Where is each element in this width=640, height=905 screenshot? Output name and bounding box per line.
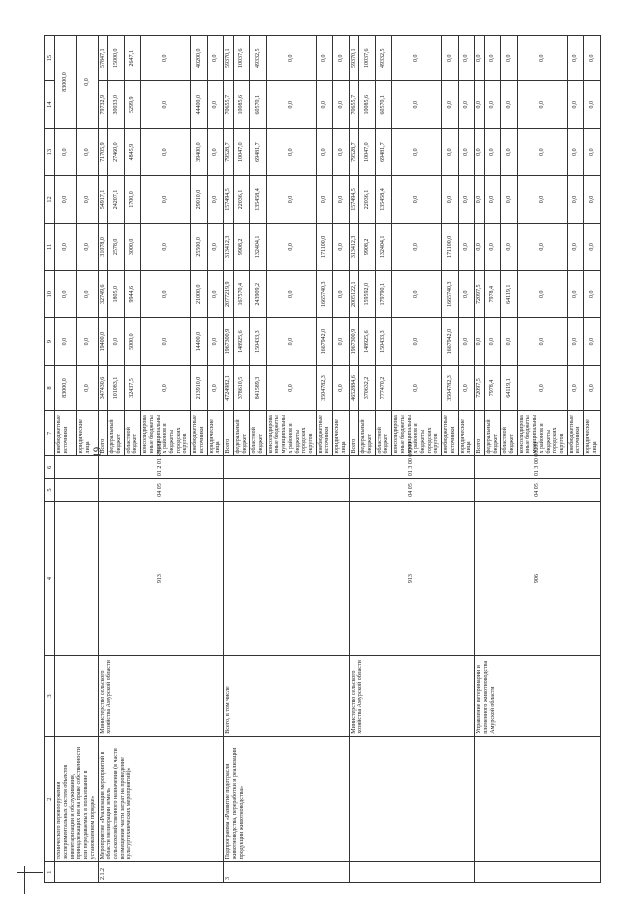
amount-cell: 0,0: [266, 36, 316, 81]
amount-cell: 10037,6: [359, 36, 375, 81]
amount-cell: 49332,5: [375, 36, 391, 81]
rotated-table-viewport: [44, 35, 598, 883]
amount-cell: 0,0: [266, 365, 316, 410]
amount-cell: 0,0: [458, 36, 474, 81]
amount-cell: 0,0: [392, 223, 442, 270]
target-code: 01 3 00 00000: [475, 456, 601, 479]
amount-cell: 0,0: [141, 176, 191, 223]
amount-cell: 0,0: [567, 271, 583, 318]
amount-cell: 0,0: [207, 128, 223, 175]
amount-cell: 72097,5: [475, 365, 485, 410]
amount-cell: 0,0: [207, 36, 223, 81]
column-header: 1: [45, 862, 55, 883]
funding-source: Всего: [475, 411, 485, 456]
item-name: Мероприятие «Реализация мероприятий в области мелиорации земель сельскохозяйственного назначения (в части возмещения части затрат на проведение культуртехнических мероприятий)»: [98, 736, 224, 862]
amount-cell: 0,0: [55, 271, 77, 318]
amount-cell: 0,0: [76, 318, 98, 365]
amount-cell: 157494,5: [224, 176, 234, 223]
funding-source: федеральный бюджет: [359, 411, 375, 456]
funding-source: юридические лица: [584, 411, 600, 456]
amount-cell: 0,0: [392, 271, 442, 318]
amount-cell: 72097,5: [475, 271, 485, 318]
executor: Управление ветеринарии и племенного животноводства Амурской области: [475, 656, 601, 736]
margin-mark: [24, 866, 43, 894]
amount-cell: 10085,6: [359, 81, 375, 128]
funding-source: Всего: [224, 411, 234, 456]
amount-cell: 0,0: [517, 176, 567, 223]
amount-cell: 0,0: [76, 36, 98, 129]
amount-cell: 0,0: [76, 128, 98, 175]
amount-cell: 4724982,1: [224, 365, 234, 410]
amount-cell: 0,0: [141, 36, 191, 81]
amount-cell: 0,0: [517, 365, 567, 410]
amount-cell: 0,0: [567, 223, 583, 270]
amount-cell: 9908,2: [233, 223, 249, 270]
amount-cell: 32749,6: [98, 271, 108, 318]
amount-cell: 0,0: [392, 318, 442, 365]
amount-cell: 135458,4: [375, 176, 391, 223]
amount-cell: 1805,0: [108, 271, 124, 318]
amount-cell: 7978,4: [484, 365, 500, 410]
amount-cell: 0,0: [333, 318, 349, 365]
amount-cell: 0,0: [442, 176, 458, 223]
amount-cell: 22036,1: [233, 176, 249, 223]
amount-cell: 0,0: [567, 128, 583, 175]
amount-cell: 0,0: [333, 365, 349, 410]
funding-source: консолидированные бюджеты муниципальных районов и бюджеты городских округов: [517, 411, 567, 456]
row-number: 3: [224, 862, 350, 883]
column-header: 2: [45, 736, 55, 862]
amount-cell: 0,0: [484, 318, 500, 365]
amount-cell: 25500,0: [191, 223, 207, 270]
table-body: [45, 36, 601, 883]
amount-cell: 0,0: [484, 223, 500, 270]
table-row: [55, 36, 77, 883]
amount-cell: 10047,0: [359, 128, 375, 175]
amount-cell: 79528,7: [349, 128, 359, 175]
amount-cell: 0,0: [475, 36, 485, 81]
funding-source: внебюджетные источники: [316, 411, 332, 456]
amount-cell: 10085,6: [233, 81, 249, 128]
amount-cell: 370632,2: [359, 365, 375, 410]
amount-cell: 157494,5: [349, 176, 359, 223]
amount-cell: 313412,3: [349, 223, 359, 270]
executor: [55, 656, 98, 736]
amount-cell: 57847,1: [98, 36, 108, 81]
amount-cell: 0,0: [501, 223, 517, 270]
column-header: 3: [45, 656, 55, 736]
row-number: [55, 862, 98, 883]
amount-cell: 83000,0: [55, 36, 77, 129]
column-header: 15: [45, 36, 55, 81]
amount-cell: 32437,5: [124, 365, 140, 410]
amount-cell: 0,0: [475, 176, 485, 223]
funding-source: внебюджетные источники: [567, 411, 583, 456]
section-code: 04 05: [98, 479, 224, 502]
column-header: 14: [45, 81, 55, 128]
amount-cell: 59370,1: [224, 36, 234, 81]
amount-cell: 0,0: [484, 176, 500, 223]
amount-cell: 0,0: [584, 223, 600, 270]
amount-cell: 0,0: [207, 365, 223, 410]
amount-cell: 2578,0: [108, 223, 124, 270]
amount-cell: 0,0: [517, 36, 567, 81]
amount-cell: 2647,1: [124, 36, 140, 81]
grbs-code: 913: [349, 501, 475, 656]
amount-cell: 0,0: [55, 318, 77, 365]
funding-source: областной бюджет: [250, 411, 266, 456]
amount-cell: 132404,1: [250, 223, 266, 270]
amount-cell: 3000,0: [124, 223, 140, 270]
row-number: [349, 862, 475, 883]
target-code: [224, 456, 350, 479]
amount-cell: 0,0: [484, 128, 500, 175]
amount-cell: 54917,1: [98, 176, 108, 223]
amount-cell: 135458,4: [250, 176, 266, 223]
amount-cell: 79528,7: [224, 128, 234, 175]
amount-cell: 179790,1: [375, 271, 391, 318]
amount-cell: 378610,5: [233, 365, 249, 410]
amount-cell: 0,0: [333, 176, 349, 223]
amount-cell: 0,0: [141, 365, 191, 410]
grbs-code: [224, 501, 350, 656]
amount-cell: 0,0: [584, 176, 600, 223]
amount-cell: 0,0: [584, 271, 600, 318]
amount-cell: 0,0: [207, 176, 223, 223]
amount-cell: 0,0: [333, 81, 349, 128]
amount-cell: 70655,7: [349, 81, 359, 128]
amount-cell: 0,0: [207, 81, 223, 128]
amount-cell: 69481,7: [375, 128, 391, 175]
amount-cell: 243909,2: [250, 271, 266, 318]
amount-cell: 0,0: [458, 223, 474, 270]
amount-cell: 0,0: [55, 223, 77, 270]
amount-cell: 0,0: [517, 271, 567, 318]
column-header: 5: [45, 479, 55, 502]
amount-cell: 15000,0: [108, 36, 124, 81]
amount-cell: 150433,3: [250, 318, 266, 365]
amount-cell: 0,0: [517, 81, 567, 128]
amount-cell: 14400,0: [191, 318, 207, 365]
header-row: [45, 36, 55, 883]
amount-cell: 0,0: [584, 128, 600, 175]
amount-cell: 3504782,3: [316, 365, 332, 410]
amount-cell: 777470,2: [375, 365, 391, 410]
amount-cell: 0,0: [316, 176, 332, 223]
amount-cell: 0,0: [484, 81, 500, 128]
amount-cell: 27460,0: [108, 128, 124, 175]
column-header: 11: [45, 223, 55, 270]
amount-cell: 30033,0: [108, 81, 124, 128]
amount-cell: 0,0: [517, 128, 567, 175]
amount-cell: 0,0: [392, 176, 442, 223]
amount-cell: 60570,1: [250, 81, 266, 128]
grbs-code: 906: [475, 501, 601, 656]
grbs-code: [55, 501, 98, 656]
amount-cell: 0,0: [266, 223, 316, 270]
amount-cell: 0,0: [458, 271, 474, 318]
amount-cell: 5299,9: [124, 81, 140, 128]
amount-cell: 0,0: [475, 81, 485, 128]
funding-source: областной бюджет: [501, 411, 517, 456]
item-name: [349, 736, 475, 862]
amount-cell: 1700,0: [124, 176, 140, 223]
amount-cell: 0,0: [316, 36, 332, 81]
amount-cell: 0,0: [266, 176, 316, 223]
section-code: [224, 479, 350, 502]
target-code: [55, 456, 98, 479]
amount-cell: 0,0: [76, 176, 98, 223]
amount-cell: 69481,7: [250, 128, 266, 175]
amount-cell: 0,0: [266, 81, 316, 128]
amount-cell: 0,0: [55, 128, 77, 175]
amount-cell: 39400,0: [191, 128, 207, 175]
amount-cell: 83000,0: [55, 365, 77, 410]
amount-cell: 159592,0: [359, 271, 375, 318]
amount-cell: 0,0: [458, 176, 474, 223]
amount-cell: 1667942,0: [442, 318, 458, 365]
amount-cell: 60570,1: [375, 81, 391, 128]
target-code: 01 2 01 R5682: [98, 456, 224, 479]
column-header: 6: [45, 456, 55, 479]
funding-source: юридические лица: [76, 411, 98, 456]
amount-cell: 4652884,6: [349, 365, 359, 410]
table-row: [224, 36, 234, 883]
funding-source: внебюджетные источники: [442, 411, 458, 456]
amount-cell: 0,0: [567, 176, 583, 223]
amount-cell: 1665740,3: [316, 271, 332, 318]
amount-cell: 0,0: [141, 81, 191, 128]
row-number: [475, 862, 601, 883]
section-code: [55, 479, 98, 502]
amount-cell: 0,0: [207, 271, 223, 318]
amount-cell: 10037,6: [233, 36, 249, 81]
target-code: 01 3 00 00000: [349, 456, 475, 479]
funding-source: федеральный бюджет: [484, 411, 500, 456]
amount-cell: 5000,0: [124, 318, 140, 365]
amount-cell: 171100,0: [442, 223, 458, 270]
amount-cell: 79732,9: [98, 81, 108, 128]
amount-cell: 0,0: [475, 128, 485, 175]
amount-cell: 29010,0: [191, 176, 207, 223]
page-number: 19: [92, 447, 104, 457]
amount-cell: 22036,1: [359, 176, 375, 223]
amount-cell: 0,0: [501, 176, 517, 223]
amount-cell: 0,0: [567, 36, 583, 81]
funding-source: областной бюджет: [375, 411, 391, 456]
column-header: 10: [45, 271, 55, 318]
amount-cell: 171100,0: [316, 223, 332, 270]
amount-cell: 347430,6: [98, 365, 108, 410]
amount-cell: 101083,1: [108, 365, 124, 410]
amount-cell: 0,0: [141, 271, 191, 318]
amount-cell: 44400,0: [191, 81, 207, 128]
amount-cell: 0,0: [584, 81, 600, 128]
executor: Министерство сельского хозяйства Амурской области: [349, 656, 475, 736]
table-row: [475, 36, 485, 883]
funding-source: юридические лица: [333, 411, 349, 456]
funding-source: федеральный бюджет: [233, 411, 249, 456]
amount-cell: 71705,9: [98, 128, 108, 175]
amount-cell: 0,0: [333, 128, 349, 175]
table-wrapper: [44, 35, 598, 883]
amount-cell: 2077219,9: [224, 271, 234, 318]
section-code: 04 05: [349, 479, 475, 502]
amount-cell: 2005122,1: [349, 271, 359, 318]
amount-cell: 0,0: [76, 365, 98, 410]
amount-cell: 0,0: [458, 81, 474, 128]
amount-cell: 70655,7: [224, 81, 234, 128]
amount-cell: 1665740,3: [442, 271, 458, 318]
amount-cell: 0,0: [392, 81, 442, 128]
item-name: Подпрограмма «Развитие подотрасли животноводства, переработки и реализации продукции животноводства»: [224, 736, 350, 862]
item-name: [475, 736, 601, 862]
amount-cell: 0,0: [266, 128, 316, 175]
amount-cell: 167570,4: [233, 271, 249, 318]
funding-source: внебюджетные источники: [55, 411, 77, 456]
amount-cell: 64119,1: [501, 271, 517, 318]
column-header: 13: [45, 128, 55, 175]
funding-source: областной бюджет: [124, 411, 140, 456]
amount-cell: 0,0: [584, 318, 600, 365]
amount-cell: 0,0: [458, 318, 474, 365]
amount-cell: 4845,9: [124, 128, 140, 175]
amount-cell: 0,0: [141, 223, 191, 270]
section-code: 04 05: [475, 479, 601, 502]
amount-cell: 0,0: [333, 36, 349, 81]
amount-cell: 0,0: [207, 223, 223, 270]
amount-cell: 59370,1: [349, 36, 359, 81]
amount-cell: 0,0: [316, 128, 332, 175]
executor: Всего, в том числе: [224, 656, 350, 736]
grbs-code: 913: [98, 501, 224, 656]
funding-source: юридические лица: [458, 411, 474, 456]
amount-cell: 150433,3: [375, 318, 391, 365]
amount-cell: 0,0: [584, 36, 600, 81]
amount-cell: 0,0: [442, 36, 458, 81]
amount-cell: 1667942,0: [316, 318, 332, 365]
amount-cell: 0,0: [266, 271, 316, 318]
amount-cell: 0,0: [333, 271, 349, 318]
amount-cell: 0,0: [458, 365, 474, 410]
amount-cell: 132404,1: [375, 223, 391, 270]
amount-cell: 0,0: [501, 36, 517, 81]
amount-cell: 0,0: [567, 81, 583, 128]
amount-cell: 0,0: [458, 128, 474, 175]
amount-cell: 40200,0: [191, 36, 207, 81]
amount-cell: 0,0: [517, 223, 567, 270]
amount-cell: 0,0: [207, 318, 223, 365]
amount-cell: 0,0: [475, 223, 485, 270]
table-row: [349, 36, 359, 883]
amount-cell: 0,0: [333, 223, 349, 270]
amount-cell: 0,0: [475, 318, 485, 365]
amount-cell: 0,0: [316, 81, 332, 128]
funding-source: консолидированные бюджеты муниципальных районов и бюджеты городских округов: [266, 411, 316, 456]
funding-source: консолидированные бюджеты муниципальных районов и бюджеты городских округов: [141, 411, 191, 456]
column-header: 9: [45, 318, 55, 365]
amount-cell: 0,0: [392, 128, 442, 175]
executor: Министерство сельского хозяйства Амурской области: [98, 656, 224, 736]
funding-source: Всего: [349, 411, 359, 456]
funding-source: консолидированные бюджеты муниципальных районов и бюджеты городских округов: [392, 411, 442, 456]
amount-cell: 0,0: [76, 271, 98, 318]
amount-cell: 19400,0: [98, 318, 108, 365]
amount-cell: 0,0: [141, 318, 191, 365]
amount-cell: 3504782,3: [442, 365, 458, 410]
amount-cell: 0,0: [141, 128, 191, 175]
amount-cell: 0,0: [442, 81, 458, 128]
amount-cell: 213910,0: [191, 365, 207, 410]
amount-cell: 841589,3: [250, 365, 266, 410]
amount-cell: 1967300,9: [224, 318, 234, 365]
amount-cell: 0,0: [501, 128, 517, 175]
column-header: 12: [45, 176, 55, 223]
amount-cell: 7978,4: [484, 271, 500, 318]
amount-cell: 0,0: [392, 36, 442, 81]
amount-cell: 31078,0: [98, 223, 108, 270]
amount-cell: 0,0: [108, 318, 124, 365]
amount-cell: 0,0: [484, 36, 500, 81]
amount-cell: 148925,6: [233, 318, 249, 365]
amount-cell: 0,0: [501, 81, 517, 128]
amount-cell: 0,0: [266, 318, 316, 365]
column-header: 8: [45, 365, 55, 410]
table-row: [98, 36, 108, 883]
amount-cell: 0,0: [55, 176, 77, 223]
amount-cell: 64119,1: [501, 365, 517, 410]
column-header: 4: [45, 501, 55, 656]
amount-cell: 148925,6: [359, 318, 375, 365]
amount-cell: 10047,0: [233, 128, 249, 175]
amount-cell: 0,0: [442, 128, 458, 175]
amount-cell: 0,0: [584, 365, 600, 410]
amount-cell: 9908,2: [359, 223, 375, 270]
amount-cell: 0,0: [392, 365, 442, 410]
column-header: 7: [45, 411, 55, 456]
funding-source: федеральный бюджет: [108, 411, 124, 456]
funding-source: внебюджетные источники: [191, 411, 207, 456]
funding-source: Всего: [98, 411, 108, 456]
amount-cell: 0,0: [501, 318, 517, 365]
amount-cell: 49332,5: [250, 36, 266, 81]
amount-cell: 313412,3: [224, 223, 234, 270]
item-name: технического перевооружения экспериментальных систем объектов инвентаризации и обслуживания, принадлежащих им на праве собственности или передаваемых в пользование в установленном порядке»: [55, 736, 98, 862]
amount-cell: 24207,1: [108, 176, 124, 223]
amount-cell: 9944,6: [124, 271, 140, 318]
budget-table: [44, 35, 601, 883]
amount-cell: 21000,0: [191, 271, 207, 318]
amount-cell: 1967300,9: [349, 318, 359, 365]
funding-source: юридические лица: [207, 411, 223, 456]
row-number: 2.1.2: [98, 862, 224, 883]
amount-cell: 0,0: [76, 223, 98, 270]
amount-cell: 0,0: [567, 318, 583, 365]
amount-cell: 0,0: [567, 365, 583, 410]
amount-cell: 0,0: [517, 318, 567, 365]
